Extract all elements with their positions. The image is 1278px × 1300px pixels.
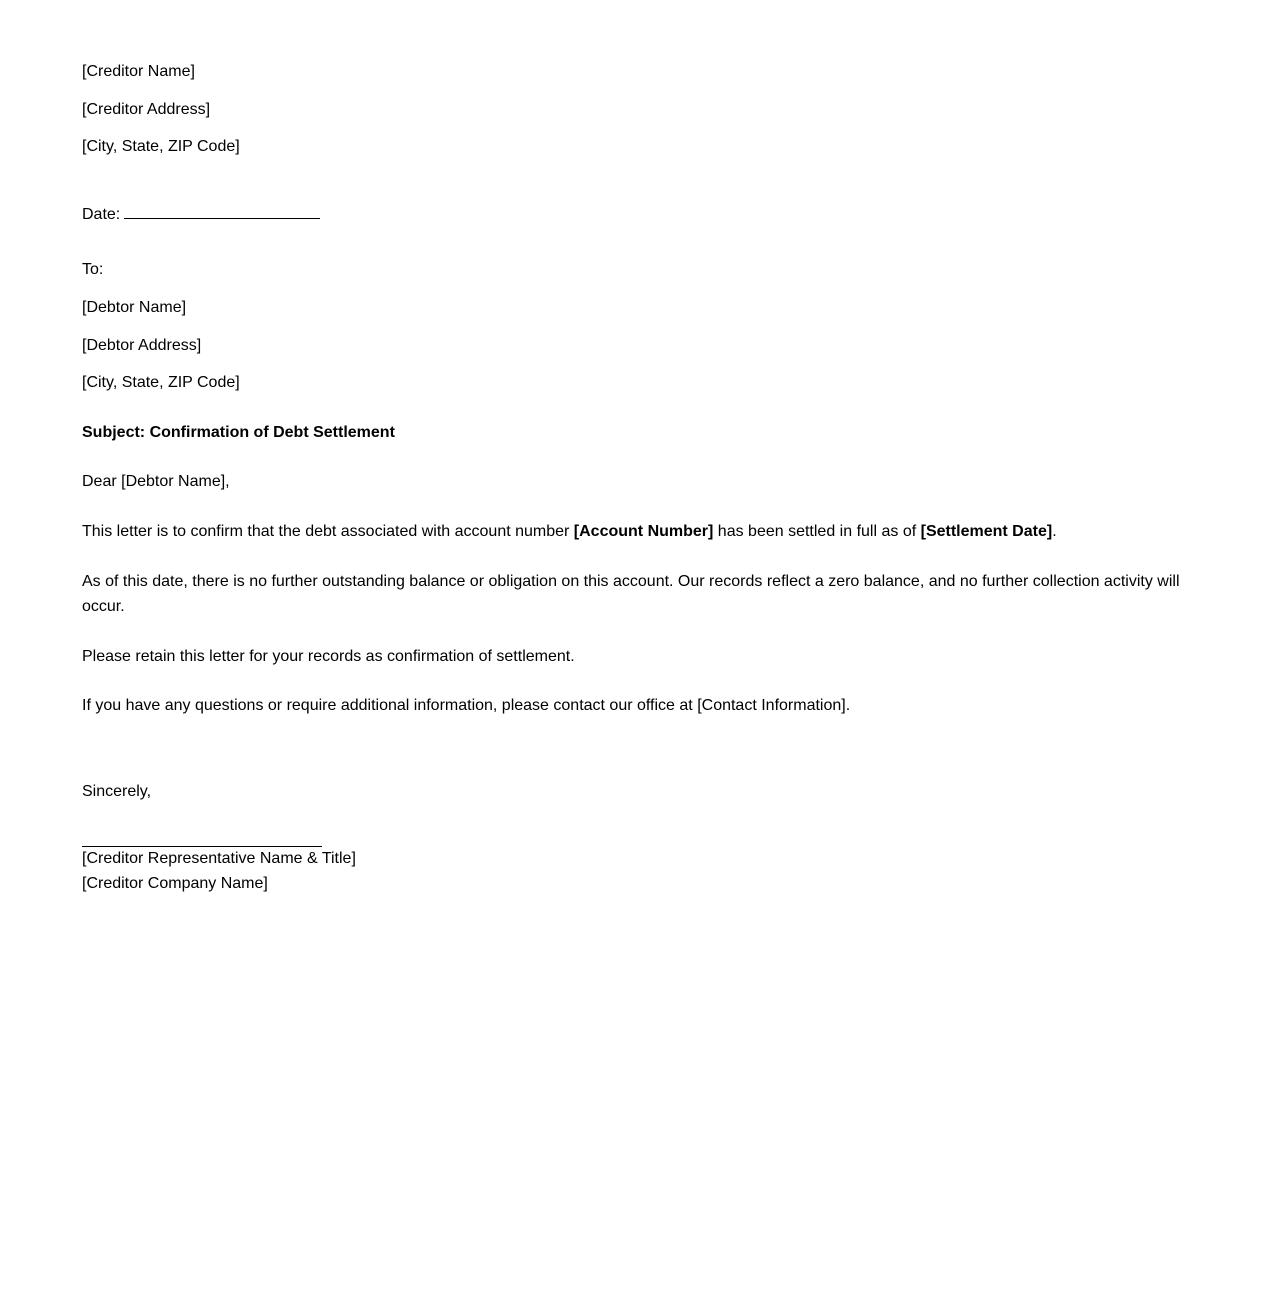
- creditor-name: [Creditor Name]: [82, 63, 195, 80]
- date-blank-line: [124, 203, 320, 219]
- p1-text-post: .: [1052, 523, 1057, 540]
- debtor-name: [Debtor Name]: [82, 299, 187, 316]
- company-name: [Creditor Company Name]: [82, 875, 268, 892]
- body-paragraph-4: If you have any questions or require additional information, please contact our office at [Contact Information].: [82, 697, 851, 714]
- debtor-city-state-zip: [City, State, ZIP Code]: [82, 374, 240, 391]
- p1-text-pre: This letter is to confirm that the debt associated with account number: [82, 523, 574, 540]
- creditor-address: [Creditor Address]: [82, 101, 211, 118]
- valediction: Sincerely,: [82, 783, 152, 800]
- creditor-city-state-zip: [City, State, ZIP Code]: [82, 138, 240, 155]
- body-paragraph-1: [82, 519, 1192, 544]
- to-label: To:: [82, 261, 104, 278]
- date-label: Date:: [82, 206, 121, 223]
- date-field: [82, 203, 320, 225]
- debtor-address: [Debtor Address]: [82, 337, 202, 354]
- signature-line: [82, 846, 322, 847]
- settlement-date: [Settlement Date]: [920, 523, 1053, 540]
- body-paragraph-3: Please retain this letter for your records as confirmation of settlement.: [82, 648, 575, 665]
- subject-line: Subject: Confirmation of Debt Settlement: [82, 424, 395, 441]
- account-number: [Account Number]: [573, 523, 714, 540]
- body-paragraph-2: As of this date, there is no further outstanding balance or obligation on this account. Our records reflect a zero balance, and no further collection activity will occur.: [82, 573, 1180, 615]
- signatory-name-title: [Creditor Representative Name & Title]: [82, 850, 356, 867]
- salutation: Dear [Debtor Name],: [82, 473, 230, 490]
- p1-text-mid: has been settled in full as of: [713, 523, 921, 540]
